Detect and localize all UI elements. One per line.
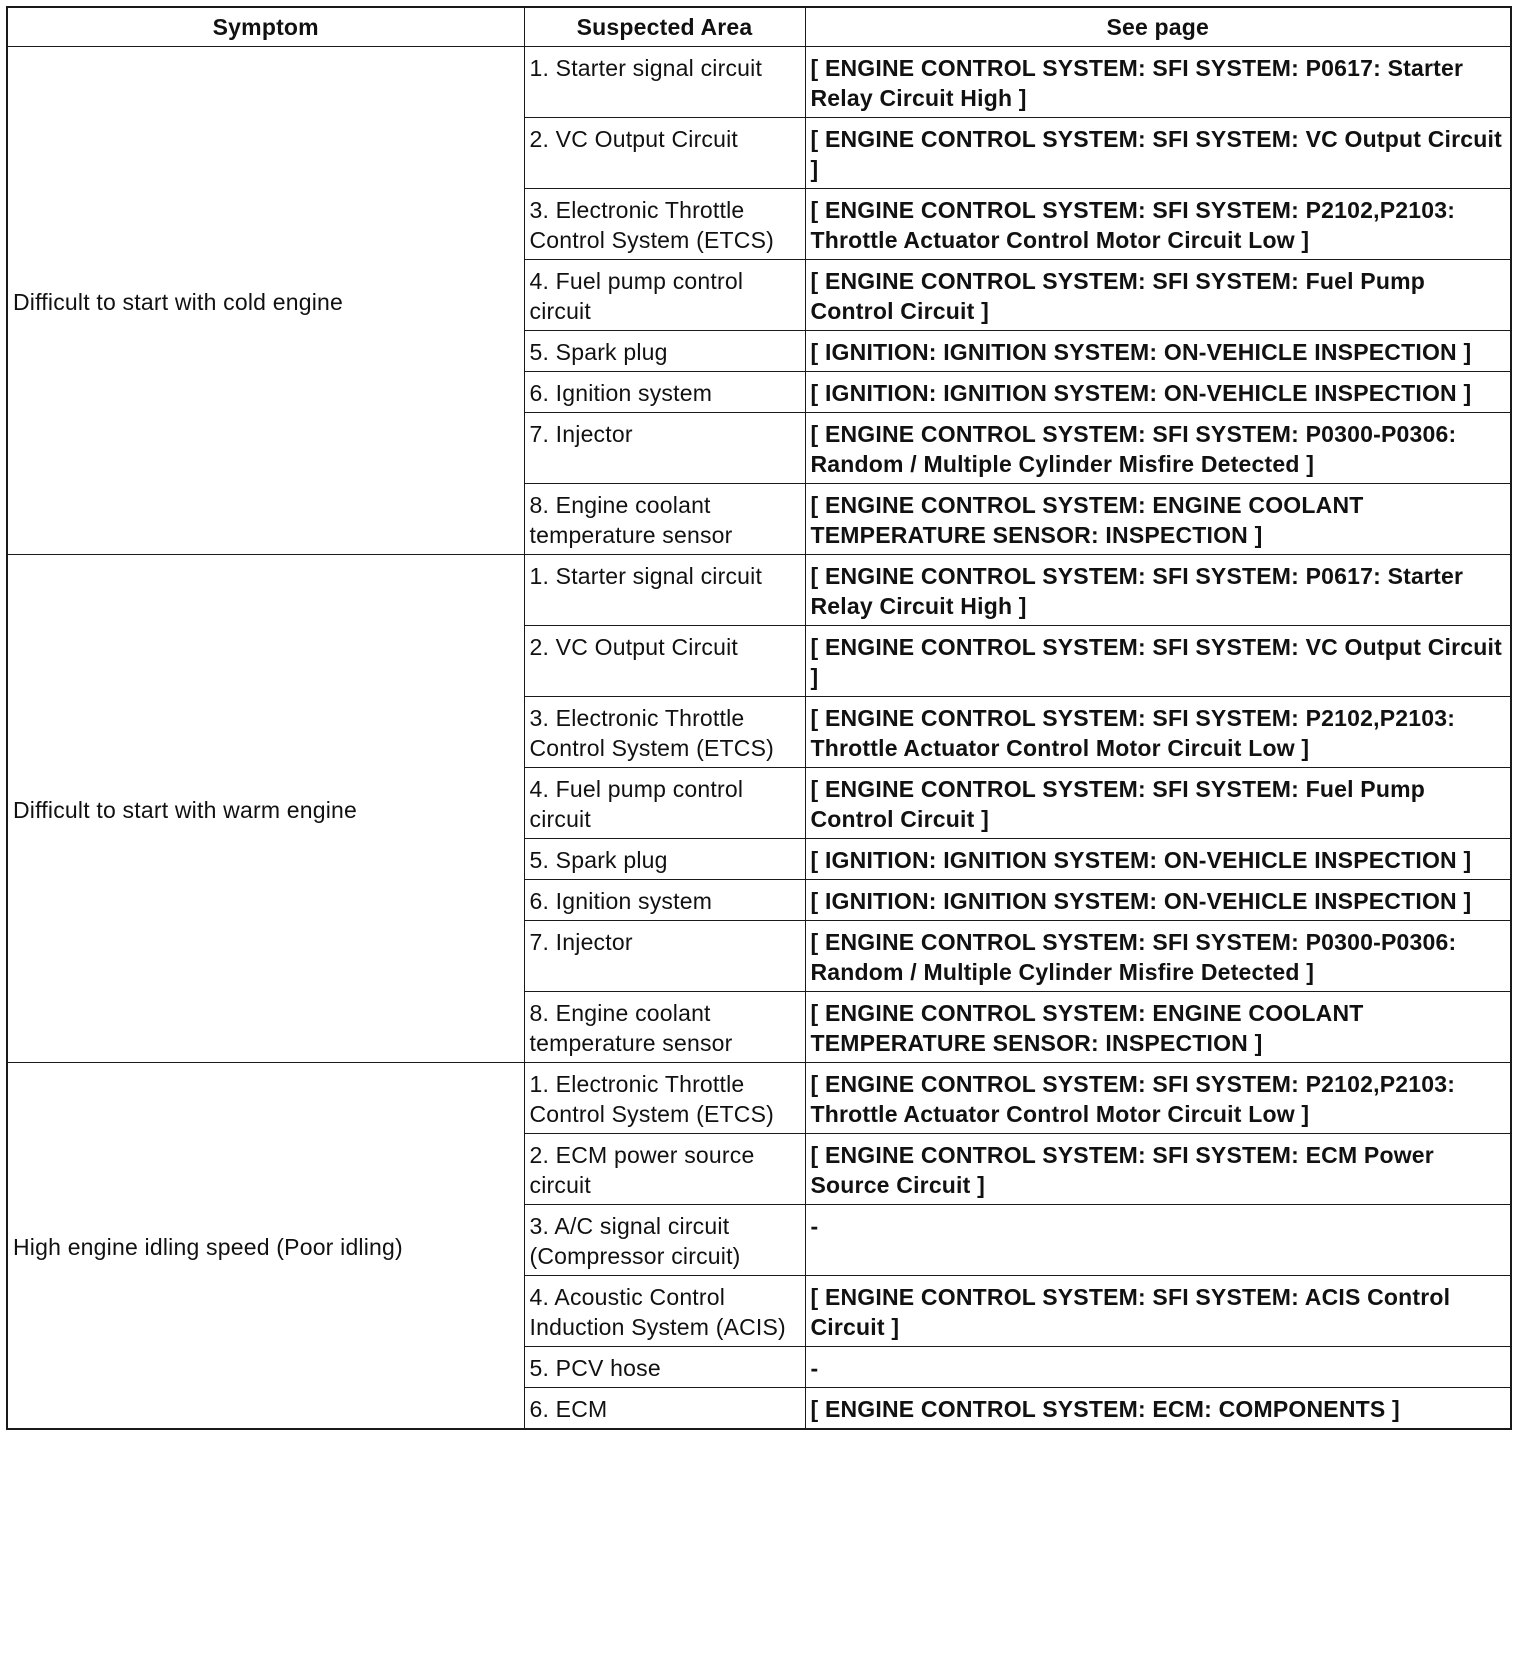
see-page-cell: - [805,1347,1511,1388]
see-page-cell: [ ENGINE CONTROL SYSTEM: SFI SYSTEM: Fuel Pump Control Circuit ] [805,768,1511,839]
suspected-area-cell: 6. Ignition system [524,372,805,413]
see-page-cell: [ IGNITION: IGNITION SYSTEM: ON-VEHICLE INSPECTION ] [805,331,1511,372]
header-symptom: Symptom [7,7,524,47]
see-page-cell: [ ENGINE CONTROL SYSTEM: SFI SYSTEM: P0300-P0306: Random / Multiple Cylinder Misfire Detected ] [805,413,1511,484]
suspected-area-cell: 2. VC Output Circuit [524,118,805,189]
see-page-cell: [ ENGINE CONTROL SYSTEM: ENGINE COOLANT TEMPERATURE SENSOR: INSPECTION ] [805,484,1511,555]
suspected-area-cell: 5. Spark plug [524,331,805,372]
see-page-cell: - [805,1205,1511,1276]
suspected-area-cell: 1. Electronic Throttle Control System (ETCS) [524,1063,805,1134]
suspected-area-cell: 2. ECM power source circuit [524,1134,805,1205]
header-row [7,7,1511,47]
suspected-area-cell: 8. Engine coolant temperature sensor [524,992,805,1063]
suspected-area-cell: 6. Ignition system [524,880,805,921]
see-page-cell: [ ENGINE CONTROL SYSTEM: SFI SYSTEM: P2102,P2103: Throttle Actuator Control Motor Circuit Low ] [805,189,1511,260]
see-page-cell: [ ENGINE CONTROL SYSTEM: SFI SYSTEM: VC Output Circuit ] [805,626,1511,697]
suspected-area-cell: 4. Acoustic Control Induction System (ACIS) [524,1276,805,1347]
see-page-cell: [ IGNITION: IGNITION SYSTEM: ON-VEHICLE INSPECTION ] [805,839,1511,880]
see-page-cell: [ ENGINE CONTROL SYSTEM: SFI SYSTEM: P2102,P2103: Throttle Actuator Control Motor Circuit Low ] [805,697,1511,768]
suspected-area-cell: 1. Starter signal circuit [524,555,805,626]
suspected-area-cell: 1. Starter signal circuit [524,47,805,118]
suspected-area-cell: 7. Injector [524,413,805,484]
suspected-area-cell: 7. Injector [524,921,805,992]
suspected-area-cell: 5. Spark plug [524,839,805,880]
see-page-cell: [ ENGINE CONTROL SYSTEM: ENGINE COOLANT TEMPERATURE SENSOR: INSPECTION ] [805,992,1511,1063]
see-page-cell: [ ENGINE CONTROL SYSTEM: SFI SYSTEM: ECM Power Source Circuit ] [805,1134,1511,1205]
see-page-cell: [ ENGINE CONTROL SYSTEM: SFI SYSTEM: P0617: Starter Relay Circuit High ] [805,47,1511,118]
table-row [7,555,1511,626]
header-see-page: See page [805,7,1511,47]
suspected-area-cell: 3. A/C signal circuit (Compressor circuit) [524,1205,805,1276]
see-page-cell: [ ENGINE CONTROL SYSTEM: SFI SYSTEM: P0617: Starter Relay Circuit High ] [805,555,1511,626]
suspected-area-cell: 6. ECM [524,1388,805,1430]
suspected-area-cell: 3. Electronic Throttle Control System (ETCS) [524,189,805,260]
suspected-area-cell: 4. Fuel pump control circuit [524,260,805,331]
suspected-area-cell: 2. VC Output Circuit [524,626,805,697]
table-row [7,47,1511,118]
symptom-cell: Difficult to start with warm engine [7,555,524,1063]
symptom-cell: Difficult to start with cold engine [7,47,524,555]
suspected-area-cell: 4. Fuel pump control circuit [524,768,805,839]
see-page-cell: [ ENGINE CONTROL SYSTEM: ECM: COMPONENTS ] [805,1388,1511,1430]
see-page-cell: [ ENGINE CONTROL SYSTEM: SFI SYSTEM: P0300-P0306: Random / Multiple Cylinder Misfire Detected ] [805,921,1511,992]
symptom-cell: High engine idling speed (Poor idling) [7,1063,524,1430]
suspected-area-cell: 8. Engine coolant temperature sensor [524,484,805,555]
see-page-cell: [ ENGINE CONTROL SYSTEM: SFI SYSTEM: VC Output Circuit ] [805,118,1511,189]
suspected-area-cell: 5. PCV hose [524,1347,805,1388]
troubleshooting-table [6,6,1512,1430]
see-page-cell: [ ENGINE CONTROL SYSTEM: SFI SYSTEM: P2102,P2103: Throttle Actuator Control Motor Circuit Low ] [805,1063,1511,1134]
see-page-cell: [ IGNITION: IGNITION SYSTEM: ON-VEHICLE INSPECTION ] [805,372,1511,413]
suspected-area-cell: 3. Electronic Throttle Control System (ETCS) [524,697,805,768]
see-page-cell: [ IGNITION: IGNITION SYSTEM: ON-VEHICLE INSPECTION ] [805,880,1511,921]
see-page-cell: [ ENGINE CONTROL SYSTEM: SFI SYSTEM: ACIS Control Circuit ] [805,1276,1511,1347]
see-page-cell: [ ENGINE CONTROL SYSTEM: SFI SYSTEM: Fuel Pump Control Circuit ] [805,260,1511,331]
table-row [7,1063,1511,1134]
header-suspected-area: Suspected Area [524,7,805,47]
